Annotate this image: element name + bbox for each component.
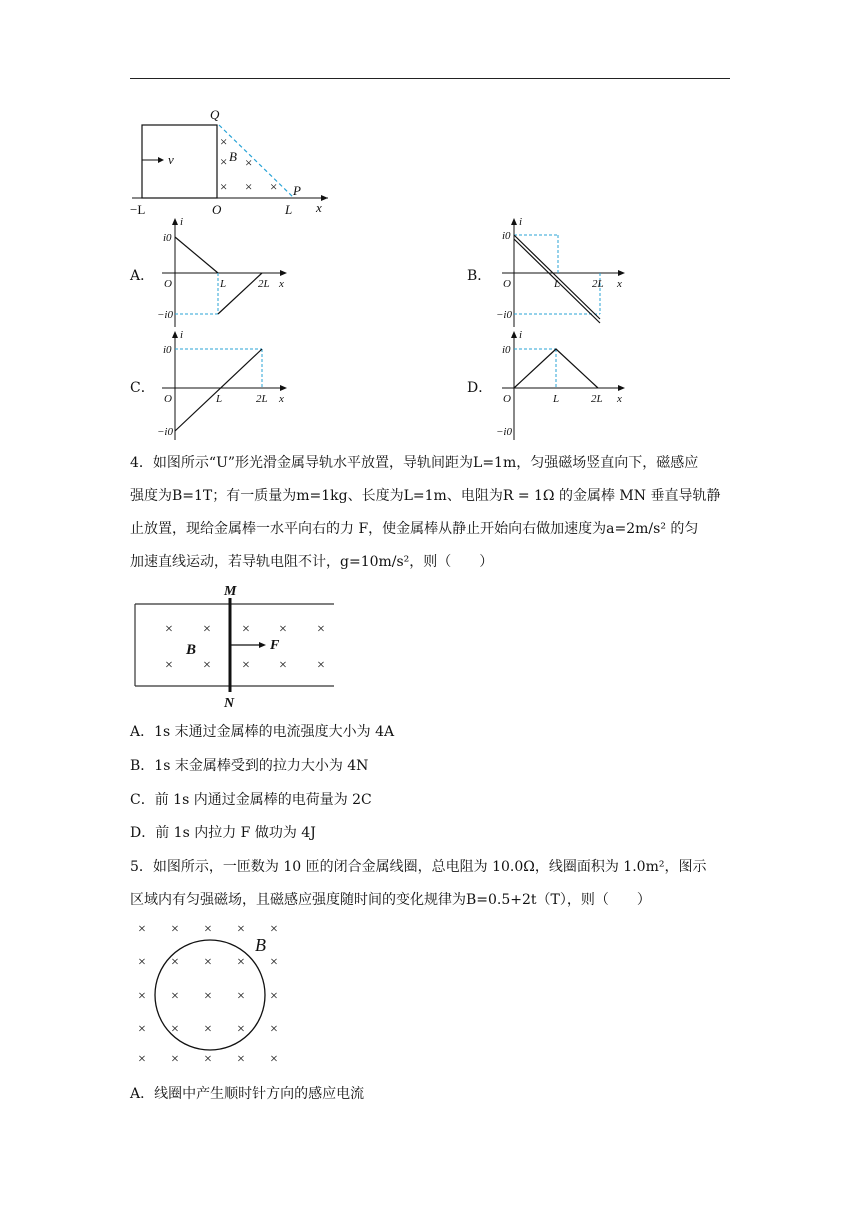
svg-text:B: B — [229, 149, 237, 164]
svg-text:×: × — [245, 179, 253, 194]
svg-text:×: × — [138, 1052, 146, 1066]
svg-text:F: F — [270, 638, 280, 653]
svg-text:−i0: −i0 — [496, 426, 512, 438]
svg-text:x: x — [617, 278, 622, 290]
svg-text:×: × — [171, 922, 179, 937]
q3-graph-a — [152, 215, 292, 330]
q3-graph-d — [494, 328, 634, 443]
q3-main-figure — [128, 100, 338, 220]
svg-text:×: × — [204, 1052, 212, 1066]
svg-text:×: × — [270, 179, 278, 194]
q3-option-b-label: B． — [467, 268, 492, 284]
svg-text:M: M — [224, 584, 237, 599]
q4-line-1: 4．如图所示“U”形光滑金属导轨水平放置，导轨间距为L=1m，匀强磁场竖直向下，磁感应 — [130, 455, 699, 471]
svg-text:×: × — [204, 989, 212, 1004]
svg-text:×: × — [270, 955, 278, 970]
svg-text:×: × — [220, 179, 228, 194]
svg-text:×: × — [317, 658, 325, 673]
svg-text:2L: 2L — [591, 393, 603, 405]
svg-text:v: v — [168, 152, 174, 167]
svg-text:×: × — [270, 989, 278, 1004]
q5-option-a: A．线圈中产生顺时针方向的感应电流 — [130, 1086, 365, 1102]
q5-line-2: 区域内有匀强磁场，且磁感应强度随时间的变化规律为B=0.5+2t（T），则（ ） — [130, 892, 651, 908]
svg-text:×: × — [317, 622, 325, 637]
q4-option-b: B．1s 末金属棒受到的拉力大小为 4N — [130, 758, 369, 774]
q4-option-c: C．前 1s 内通过金属棒的电荷量为 2C — [130, 792, 372, 808]
q5-line-1: 5．如图所示，一匝数为 10 匝的闭合金属线圈，总电阻为 10.0Ω，线圈面积为 1.0m²，图示 — [130, 859, 707, 875]
svg-text:2L: 2L — [592, 278, 604, 290]
svg-text:×: × — [165, 658, 173, 673]
svg-text:O: O — [164, 278, 172, 290]
svg-text:×: × — [204, 955, 212, 970]
svg-text:x: x — [279, 393, 284, 405]
svg-text:2L: 2L — [258, 278, 270, 290]
q3-option-a-label: A． — [130, 268, 155, 284]
svg-text:i: i — [180, 329, 184, 341]
q4-line-2: 强度为B=1T；有一质量为m=1kg、长度为L=1m、电阻为R = 1Ω 的金属棒 MN 垂直导轨静 — [130, 488, 721, 504]
svg-text:i: i — [519, 329, 523, 341]
svg-text:L: L — [285, 202, 293, 217]
svg-text:i: i — [180, 216, 184, 228]
svg-text:O: O — [212, 202, 222, 217]
svg-text:O: O — [503, 393, 511, 405]
svg-text:N: N — [224, 696, 235, 711]
svg-text:×: × — [245, 155, 253, 170]
q4-line-4: 加速直线运动，若导轨电阻不计，g=10m/s²，则（ ） — [130, 554, 494, 570]
svg-text:−i0: −i0 — [157, 426, 173, 438]
svg-text:×: × — [237, 955, 245, 970]
svg-text:i0: i0 — [163, 232, 172, 244]
svg-text:i0: i0 — [163, 344, 172, 356]
svg-text:L: L — [220, 278, 227, 290]
svg-text:×: × — [171, 1052, 179, 1066]
svg-text:×: × — [138, 955, 146, 970]
svg-text:×: × — [237, 1022, 245, 1037]
svg-text:×: × — [204, 1022, 212, 1037]
svg-text:×: × — [203, 658, 211, 673]
svg-text:×: × — [138, 989, 146, 1004]
svg-text:×: × — [237, 989, 245, 1004]
svg-text:x: x — [279, 278, 284, 290]
svg-text:x: x — [617, 393, 622, 405]
svg-text:×: × — [237, 1052, 245, 1066]
svg-text:×: × — [171, 1022, 179, 1037]
q3-option-d-label: D． — [467, 380, 493, 396]
svg-text:i0: i0 — [502, 230, 511, 242]
svg-text:−L: −L — [130, 202, 146, 217]
svg-text:×: × — [279, 658, 287, 673]
svg-text:×: × — [138, 922, 146, 937]
svg-text:O: O — [164, 393, 172, 405]
svg-text:×: × — [220, 134, 228, 149]
svg-text:O: O — [503, 278, 511, 290]
q5-coil-figure — [130, 916, 300, 1066]
svg-text:×: × — [220, 154, 228, 169]
header-rule — [130, 78, 730, 79]
svg-text:B: B — [255, 935, 266, 955]
svg-text:Q: Q — [210, 107, 220, 122]
svg-text:×: × — [204, 922, 212, 937]
svg-text:×: × — [270, 922, 278, 937]
svg-text:L: L — [554, 278, 561, 290]
svg-text:×: × — [237, 922, 245, 937]
svg-text:×: × — [270, 1022, 278, 1037]
svg-text:L: L — [553, 393, 560, 405]
svg-text:×: × — [165, 622, 173, 637]
svg-text:i0: i0 — [502, 344, 511, 356]
svg-text:×: × — [171, 955, 179, 970]
svg-text:L: L — [216, 393, 223, 405]
svg-text:i: i — [519, 216, 523, 228]
svg-text:×: × — [203, 622, 211, 637]
svg-text:B: B — [186, 642, 197, 658]
svg-text:P: P — [293, 183, 301, 198]
q3-graph-b — [494, 215, 634, 330]
svg-text:×: × — [279, 622, 287, 637]
q4-line-3: 止放置，现给金属棒一水平向右的力 F，使金属棒从静止开始向右做加速度为a=2m/s² 的匀 — [130, 521, 699, 537]
q3-option-c-label: C． — [130, 380, 155, 396]
svg-text:×: × — [242, 622, 250, 637]
svg-text:×: × — [242, 658, 250, 673]
svg-text:−i0: −i0 — [496, 309, 512, 321]
q4-option-d: D．前 1s 内拉力 F 做功为 4J — [130, 825, 316, 841]
svg-text:−i0: −i0 — [157, 309, 173, 321]
svg-text:x: x — [316, 200, 322, 215]
svg-text:×: × — [138, 1022, 146, 1037]
q4-option-a: A．1s 末通过金属棒的电流强度大小为 4A — [130, 724, 395, 740]
svg-text:×: × — [270, 1052, 278, 1066]
svg-text:2L: 2L — [256, 393, 268, 405]
q3-graph-c — [152, 328, 292, 443]
q4-rail-figure — [130, 582, 340, 712]
svg-text:×: × — [171, 989, 179, 1004]
